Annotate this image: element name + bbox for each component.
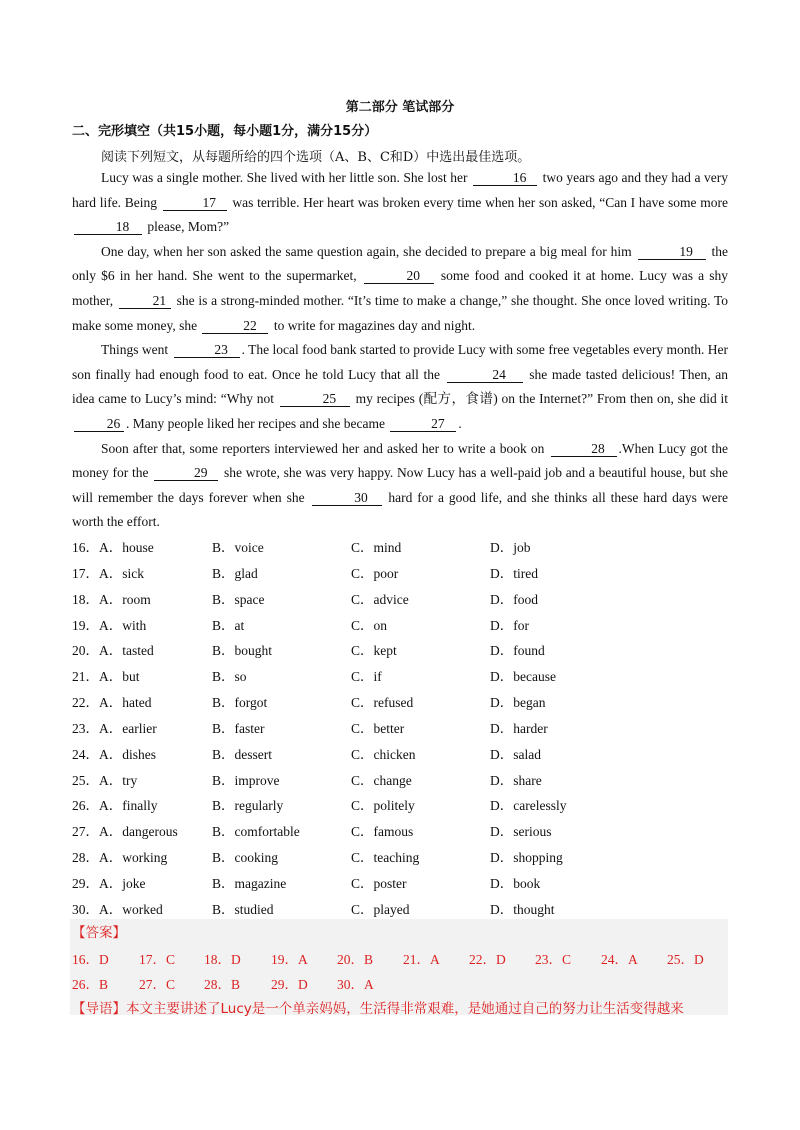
option-a: 26．A．finally bbox=[72, 798, 158, 814]
page-title: 第二部分 笔试部分 bbox=[345, 100, 455, 115]
passage-text: please, Mom?” bbox=[147, 219, 230, 235]
option-c: C．on bbox=[351, 617, 388, 633]
option-c: C．chicken bbox=[351, 746, 416, 762]
option-b: B．space bbox=[212, 591, 265, 607]
guide-text: 【导语】本文主要讲述了Lucy是一个单亲妈妈，生活得非常艰难，是她通过自己的努力让生活变得越来 bbox=[72, 1001, 684, 1017]
option-d: D．share bbox=[490, 772, 542, 788]
blank-20: 20 bbox=[364, 268, 434, 284]
blank-23: 23 bbox=[174, 342, 240, 358]
options-table bbox=[72, 534, 728, 922]
option-row-25 bbox=[72, 767, 728, 793]
option-c: C．kept bbox=[351, 643, 397, 659]
option-c: C．refused bbox=[351, 695, 414, 711]
option-d: D．began bbox=[490, 695, 546, 711]
option-a: 17．A．sick bbox=[72, 565, 144, 581]
blank-26: 26 bbox=[74, 416, 124, 432]
option-d: D．salad bbox=[490, 746, 541, 762]
passage-text: . bbox=[458, 415, 462, 431]
option-row-18 bbox=[72, 586, 728, 612]
answer-item: 25．D bbox=[667, 952, 704, 967]
blank-18: 18 bbox=[74, 219, 142, 235]
answer-label: 【答案】 bbox=[72, 925, 126, 941]
option-a: 18．A．room bbox=[72, 591, 151, 607]
option-c: C．if bbox=[351, 669, 382, 685]
option-row-24 bbox=[72, 741, 728, 767]
option-b: B．bought bbox=[212, 643, 273, 659]
blank-29: 29 bbox=[154, 465, 218, 481]
passage-text: two years ago and they had a very hard life. Being bbox=[72, 170, 728, 210]
option-a: 30．A．worked bbox=[72, 901, 163, 917]
option-d: D．thought bbox=[490, 901, 555, 917]
passage-text: . Many people liked her recipes and she became bbox=[126, 415, 386, 431]
option-b: B．faster bbox=[212, 720, 265, 736]
option-row-20 bbox=[72, 637, 728, 663]
answer-item: 23．C bbox=[535, 952, 572, 967]
option-row-19 bbox=[72, 612, 728, 638]
option-d: D．because bbox=[490, 669, 556, 685]
option-c: C．better bbox=[351, 720, 405, 736]
option-a: 27．A．dangerous bbox=[72, 824, 178, 840]
answer-item: 28．B bbox=[204, 977, 241, 992]
blank-28: 28 bbox=[551, 441, 617, 457]
answer-item: 19．A bbox=[271, 952, 308, 967]
option-d: D．tired bbox=[490, 565, 538, 581]
option-c: C．played bbox=[351, 901, 410, 917]
cloze-passage bbox=[72, 166, 728, 535]
option-a: 20．A．tasted bbox=[72, 643, 154, 659]
option-a: 21．A．but bbox=[72, 669, 140, 685]
option-b: B．at bbox=[212, 617, 245, 633]
option-a: 29．A．joke bbox=[72, 875, 146, 891]
option-a: 22．A．hated bbox=[72, 695, 152, 711]
option-a: 16．A．house bbox=[72, 540, 154, 555]
passage-text: was terrible. Her heart was broken every time when her son asked, “Can I have some more bbox=[232, 194, 728, 210]
answer-item: 21．A bbox=[403, 952, 440, 967]
option-c: C．politely bbox=[351, 798, 415, 814]
answer-item: 22．D bbox=[469, 952, 506, 967]
option-a: 25．A．try bbox=[72, 772, 138, 788]
blank-27: 27 bbox=[390, 416, 456, 432]
blank-24: 24 bbox=[447, 367, 523, 383]
option-row-16 bbox=[72, 534, 728, 560]
option-d: D．carelessly bbox=[490, 798, 567, 814]
option-d: D．found bbox=[490, 643, 545, 659]
answer-item: 29．D bbox=[271, 977, 308, 992]
passage-text: Soon after that, some reporters interviewed her and asked her to write a book on bbox=[101, 440, 545, 456]
option-c: C．change bbox=[351, 772, 412, 788]
option-a: 23．A．earlier bbox=[72, 720, 157, 736]
passage-text: .When Lucy got the money for the bbox=[72, 440, 728, 481]
option-c: C．advice bbox=[351, 591, 409, 607]
option-b: B．voice bbox=[212, 540, 264, 555]
option-b: B．forgot bbox=[212, 695, 268, 711]
blank-19: 19 bbox=[638, 244, 706, 260]
option-b: B．dessert bbox=[212, 746, 272, 762]
answer-item: 27．C bbox=[139, 977, 176, 992]
answer-item: 18．D bbox=[204, 952, 241, 967]
option-d: D．harder bbox=[490, 720, 548, 736]
option-row-17 bbox=[72, 560, 728, 586]
answer-item: 20．B bbox=[337, 952, 374, 967]
answer-row-2 bbox=[72, 971, 728, 993]
answer-item: 24．A bbox=[601, 952, 638, 967]
option-b: B．studied bbox=[212, 901, 274, 917]
passage-text: my recipes (配方，食谱) on the Internet?” From then on, she did it bbox=[355, 391, 729, 407]
option-row-29 bbox=[72, 870, 728, 896]
option-d: D．shopping bbox=[490, 850, 563, 866]
passage-text: Things went bbox=[101, 342, 169, 358]
passage-text: . The local food bank started to provide Lucy with some free vegetables every month. Her son finally had enough food to eat. Once he told Lucy that all the bbox=[72, 342, 728, 382]
option-a: 24．A．dishes bbox=[72, 746, 156, 762]
option-row-21 bbox=[72, 663, 728, 689]
option-b: B．glad bbox=[212, 565, 258, 581]
option-d: D．book bbox=[490, 875, 541, 891]
paragraph-4 bbox=[72, 437, 728, 535]
option-a: 28．A．working bbox=[72, 850, 168, 866]
option-c: C．poor bbox=[351, 565, 399, 581]
blank-22: 22 bbox=[202, 318, 268, 334]
option-a: 19．A．with bbox=[72, 617, 147, 633]
blank-30: 30 bbox=[312, 490, 382, 506]
option-row-27 bbox=[72, 818, 728, 844]
passage-text: she wrote, she was very happy. Now Lucy has a well-paid job and a beautiful house, but she will remember the days forever when she bbox=[72, 465, 728, 505]
paragraph-2 bbox=[72, 240, 728, 338]
passage-text: hard for a good life, and she thinks all these hard days were worth the effort. bbox=[72, 489, 729, 530]
blank-16: 16 bbox=[473, 170, 537, 186]
answer-item: 30．A bbox=[337, 977, 374, 992]
passage-text: to write for magazines day and night. bbox=[273, 317, 476, 333]
option-b: B．so bbox=[212, 669, 247, 685]
paragraph-1 bbox=[72, 166, 728, 240]
option-d: D．food bbox=[490, 591, 538, 607]
passage-text: she is a strong-minded mother. “It’s time to make a change,” she thought. She once loved writing. To make some money, she bbox=[72, 292, 729, 333]
option-b: B．regularly bbox=[212, 798, 284, 814]
passage-text: the only $6 in her hand. She went to the supermarket, bbox=[72, 243, 729, 284]
option-b: B．comfortable bbox=[212, 824, 300, 840]
option-c: C．famous bbox=[351, 824, 414, 840]
option-row-23 bbox=[72, 715, 728, 741]
option-b: B．cooking bbox=[212, 850, 278, 866]
option-row-26 bbox=[72, 792, 728, 818]
option-c: C．poster bbox=[351, 875, 407, 891]
passage-text: she made tasted delicious! Then, an idea came to Lucy’s mind: “Why not bbox=[72, 366, 729, 407]
option-row-30 bbox=[72, 896, 728, 922]
answer-item: 16．D bbox=[72, 952, 109, 967]
option-d: D．for bbox=[490, 617, 529, 633]
passage-text: some food and cooked it at home. Lucy was a shy mother, bbox=[72, 268, 729, 308]
option-b: B．improve bbox=[212, 772, 280, 788]
option-d: D．serious bbox=[490, 824, 552, 840]
option-d: D．job bbox=[490, 540, 531, 555]
blank-21: 21 bbox=[119, 293, 171, 309]
paragraph-3 bbox=[72, 338, 728, 436]
answer-row-1 bbox=[72, 946, 728, 968]
blank-17: 17 bbox=[163, 195, 227, 211]
option-c: C．teaching bbox=[351, 850, 420, 866]
passage-text: One day, when her son asked the same question again, she decided to prepare a big meal for him bbox=[101, 243, 632, 259]
answer-item: 17．C bbox=[139, 952, 176, 967]
blank-25: 25 bbox=[280, 391, 350, 407]
option-b: B．magazine bbox=[212, 875, 287, 891]
passage-text: Lucy was a single mother. She lived with her little son. She lost her bbox=[101, 170, 468, 185]
instruction-text: 阅读下列短文，从每题所给的四个选项（A、B、C和D）中选出最佳选项。 bbox=[101, 150, 531, 165]
section-heading: 二、完形填空（共15小题，每小题1分，满分15分） bbox=[72, 124, 378, 139]
option-row-22 bbox=[72, 689, 728, 715]
answer-item: 26．B bbox=[72, 977, 109, 992]
option-c: C．mind bbox=[351, 540, 402, 555]
option-row-28 bbox=[72, 844, 728, 870]
